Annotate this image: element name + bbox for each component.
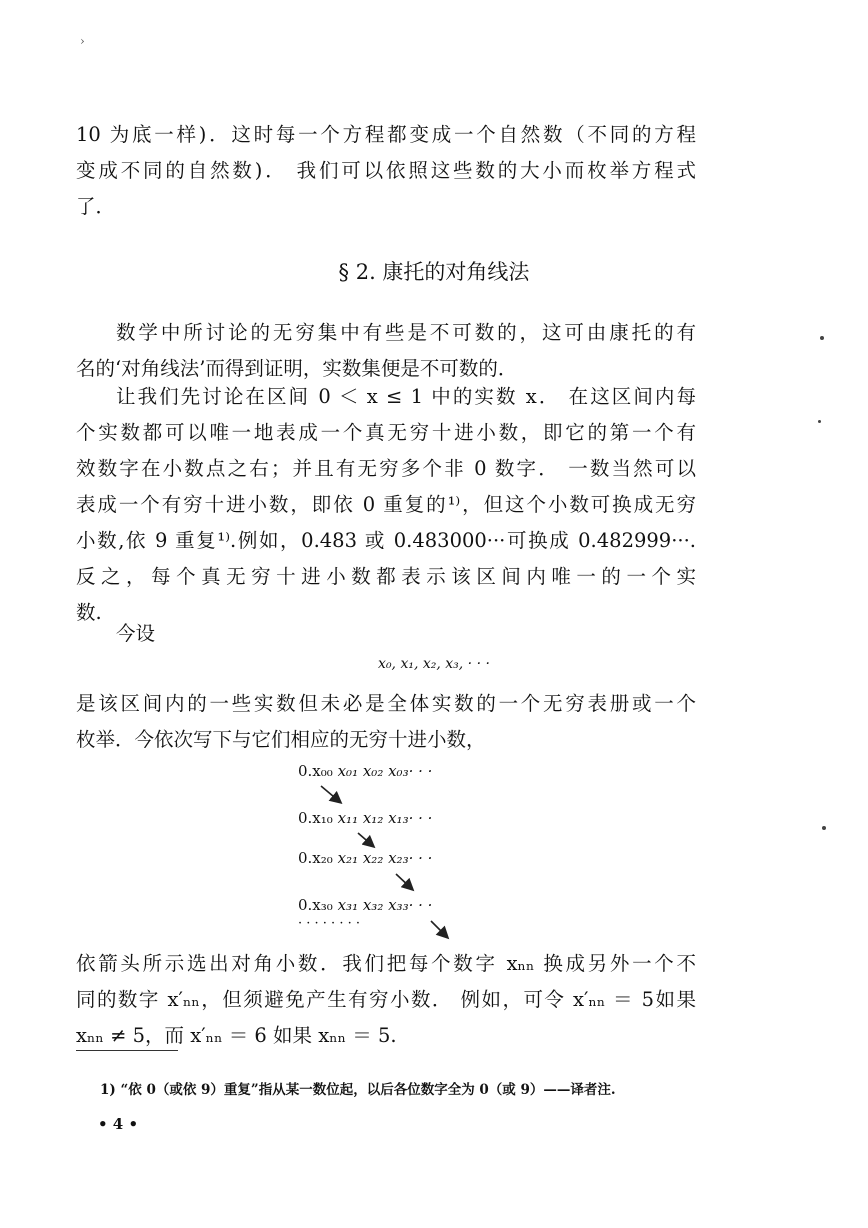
sequence-formula: x₀, x₁, x₂, x₃, · · ·	[378, 656, 490, 672]
text-line: 同的数字 x′ₙₙ，但须避免产生有穷小数． 例如，可令 x′ₙₙ ＝ 5如果	[76, 988, 696, 1011]
diagonal-arrow	[431, 921, 447, 937]
text-line: 了．	[76, 195, 116, 218]
matrix-lead: 0.x₂₀	[298, 849, 333, 867]
diagonal-arrow	[358, 833, 373, 846]
text-line: xₙₙ ≠ 5，而 x′ₙₙ ＝ 6 如果 xₙₙ ＝ 5.	[76, 1024, 397, 1047]
page-number: • 4 •	[98, 1115, 139, 1133]
text-line: 名的‘对角线法’而得到证明，实数集便是不可数的．	[76, 357, 518, 380]
text-line: 效数字在小数点之右；并且有无穷多个非 0 数字． 一数当然可以	[76, 457, 696, 480]
text-line: 小数,依 9 重复¹⁾.例如，0.483 或 0.483000···可换成 0.482999···.	[76, 529, 696, 552]
text-line: 数.	[76, 601, 102, 624]
text-line: 表成一个有穷十进小数，即依 0 重复的¹⁾，但这个小数可换成无穷	[76, 493, 696, 516]
scan-speck	[818, 420, 821, 423]
text-line: 枚举．今依次写下与它们相应的无穷十进小数，	[76, 728, 486, 751]
paragraph-diagonal	[76, 946, 696, 1054]
text-line: 个实数都可以唯一地表成一个真无穷十进小数，即它的第一个有	[76, 421, 696, 444]
diagonal-arrow	[321, 786, 340, 802]
matrix-digits: x₂₁ x₂₂ x₂₃· · ·	[337, 849, 433, 867]
text-line: 今设	[116, 622, 156, 645]
footnote: 1) “依 0（或依 9）重复”指从某一数位起，以后各位数字全为 0（或 9）——译者注.	[100, 1082, 616, 1098]
scan-speck	[822, 826, 826, 830]
text-line: 反之，每个真无穷十进小数都表示该区间内唯一的一个实	[76, 565, 696, 588]
footnote-rule	[76, 1050, 178, 1051]
text-line: 是该区间内的一些实数但未必是全体实数的一个无穷表册或一个	[76, 692, 696, 715]
diagonal-arrow	[396, 874, 412, 889]
scan-speck	[820, 336, 824, 340]
matrix-digits: x₃₁ x₃₂ x₃₃· · ·	[337, 896, 433, 914]
matrix-ellipsis: · · · · · · · ·	[298, 916, 360, 931]
matrix-lead: 0.x₀₀	[298, 762, 333, 780]
matrix-lead: 0.x₁₀	[298, 809, 333, 827]
top-mark: ›	[80, 34, 85, 48]
text-line: 依箭头所示选出对角小数．我们把每个数字 xₙₙ 换成另外一个不	[76, 952, 696, 975]
text-line: 10 为底一样)．这时每一个方程都变成一个自然数（不同的方程	[76, 123, 696, 146]
matrix-lead: 0.x₃₀	[298, 896, 333, 914]
text-line: 让我们先讨论在区间 0 ＜ x ≤ 1 中的实数 x． 在这区间内每	[116, 385, 696, 408]
matrix-digits: x₀₁ x₀₂ x₀₃· · ·	[337, 762, 433, 780]
text-line: 变成不同的自然数)． 我们可以依照这些数的大小而枚举方程式	[76, 159, 696, 182]
text-line: 数学中所讨论的无穷集中有些是不可数的，这可由康托的有	[116, 321, 696, 344]
section-title: § 2. 康托的对角线法	[338, 260, 530, 284]
matrix-digits: x₁₁ x₁₂ x₁₃· · ·	[337, 809, 433, 827]
